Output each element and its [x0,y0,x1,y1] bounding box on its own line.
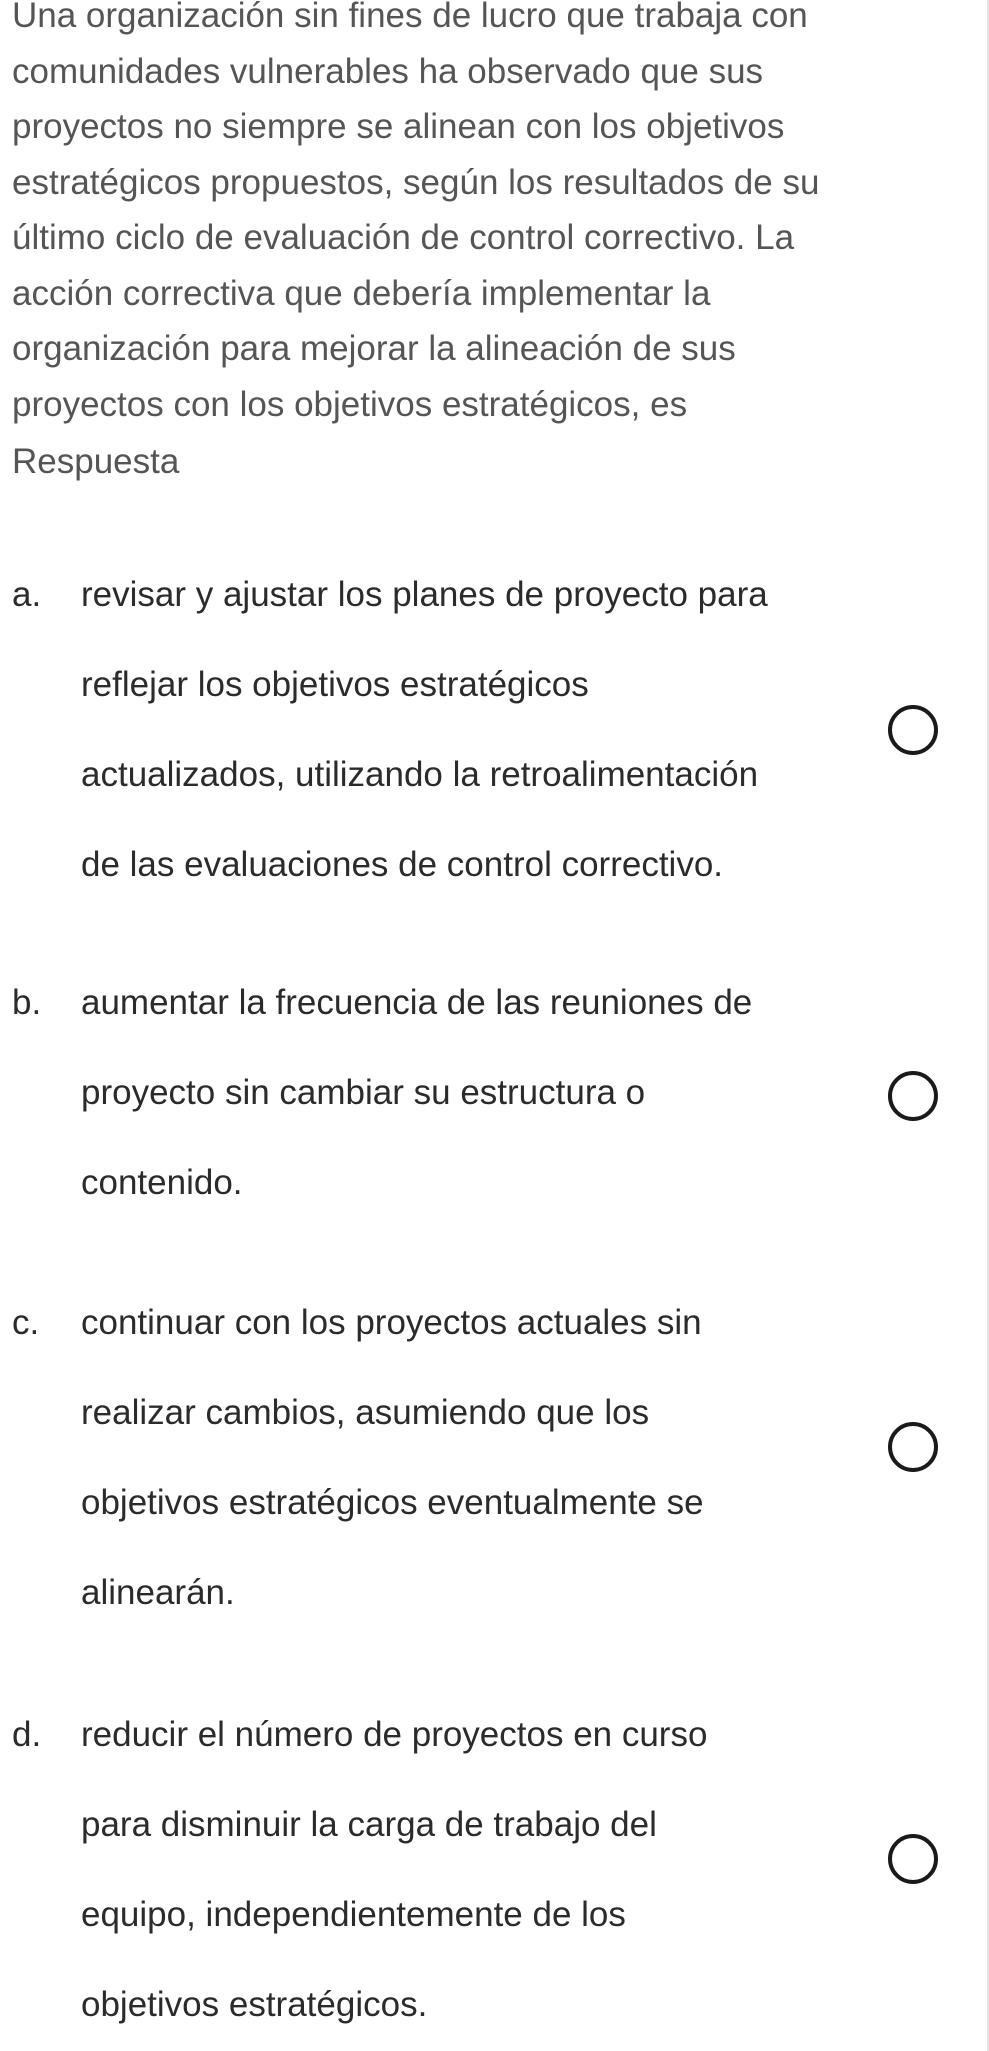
option-line: continuar con los proyectos actuales sin [81,1303,702,1342]
question-line: acción correctiva que debería implementar la [12,273,711,313]
option-letter: d. [12,1715,42,1754]
option-letter: c. [12,1303,40,1342]
option-line: equipo, independientemente de los [81,1895,626,1934]
option-text [81,958,881,1228]
option-d[interactable] [0,1690,989,2050]
question-line: organización para mejorar la alineación de sus [12,329,736,368]
question-line: Una organización sin fines de lucro que trabaja con [12,0,808,35]
option-line: reducir el número de proyectos en curso [81,1715,708,1754]
option-line: reflejar los objetivos estratégicos [81,665,589,704]
option-line: aumentar la frecuencia de las reuniones de [81,983,753,1022]
option-line: contenido. [81,1163,243,1202]
option-line: alinearán. [81,1573,235,1612]
option-line: actualizados, utilizando la retroalimentación [81,755,759,794]
option-line: objetivos estratégicos eventualmente se [81,1483,704,1522]
option-line: de las evaluaciones de control correctivo. [81,845,724,884]
option-line: objetivos estratégicos. [81,1985,428,2024]
answer-label: Respuesta [12,442,180,481]
radio-button-b[interactable] [888,1071,938,1121]
radio-button-d[interactable] [888,1834,938,1884]
question-line: proyectos no siempre se alinean con los objetivos [12,107,785,146]
option-line: para disminuir la carga de trabajo del [81,1805,657,1844]
radio-button-c[interactable] [888,1422,938,1472]
question-line: proyectos con los objetivos estratégicos, es [12,384,688,424]
option-line: realizar cambios, asumiendo que los [81,1393,650,1432]
question-line: último ciclo de evaluación de control correctivo. La [12,218,795,257]
question-text [12,0,912,432]
option-line: revisar y ajustar los planes de proyecto para [81,575,768,614]
option-text [81,1278,881,1638]
option-c[interactable] [0,1278,989,1638]
option-a[interactable] [0,550,989,910]
question-line: comunidades vulnerables ha observado que sus [12,51,764,91]
option-letter: b. [12,983,42,1022]
radio-button-a[interactable] [888,705,938,755]
option-text [81,550,881,910]
option-text [81,1690,881,2050]
option-b[interactable] [0,958,989,1228]
option-letter: a. [12,575,42,614]
question-line: estratégicos propuestos, según los resultados de su [12,162,820,202]
option-line: proyecto sin cambiar su estructura o [81,1073,646,1112]
